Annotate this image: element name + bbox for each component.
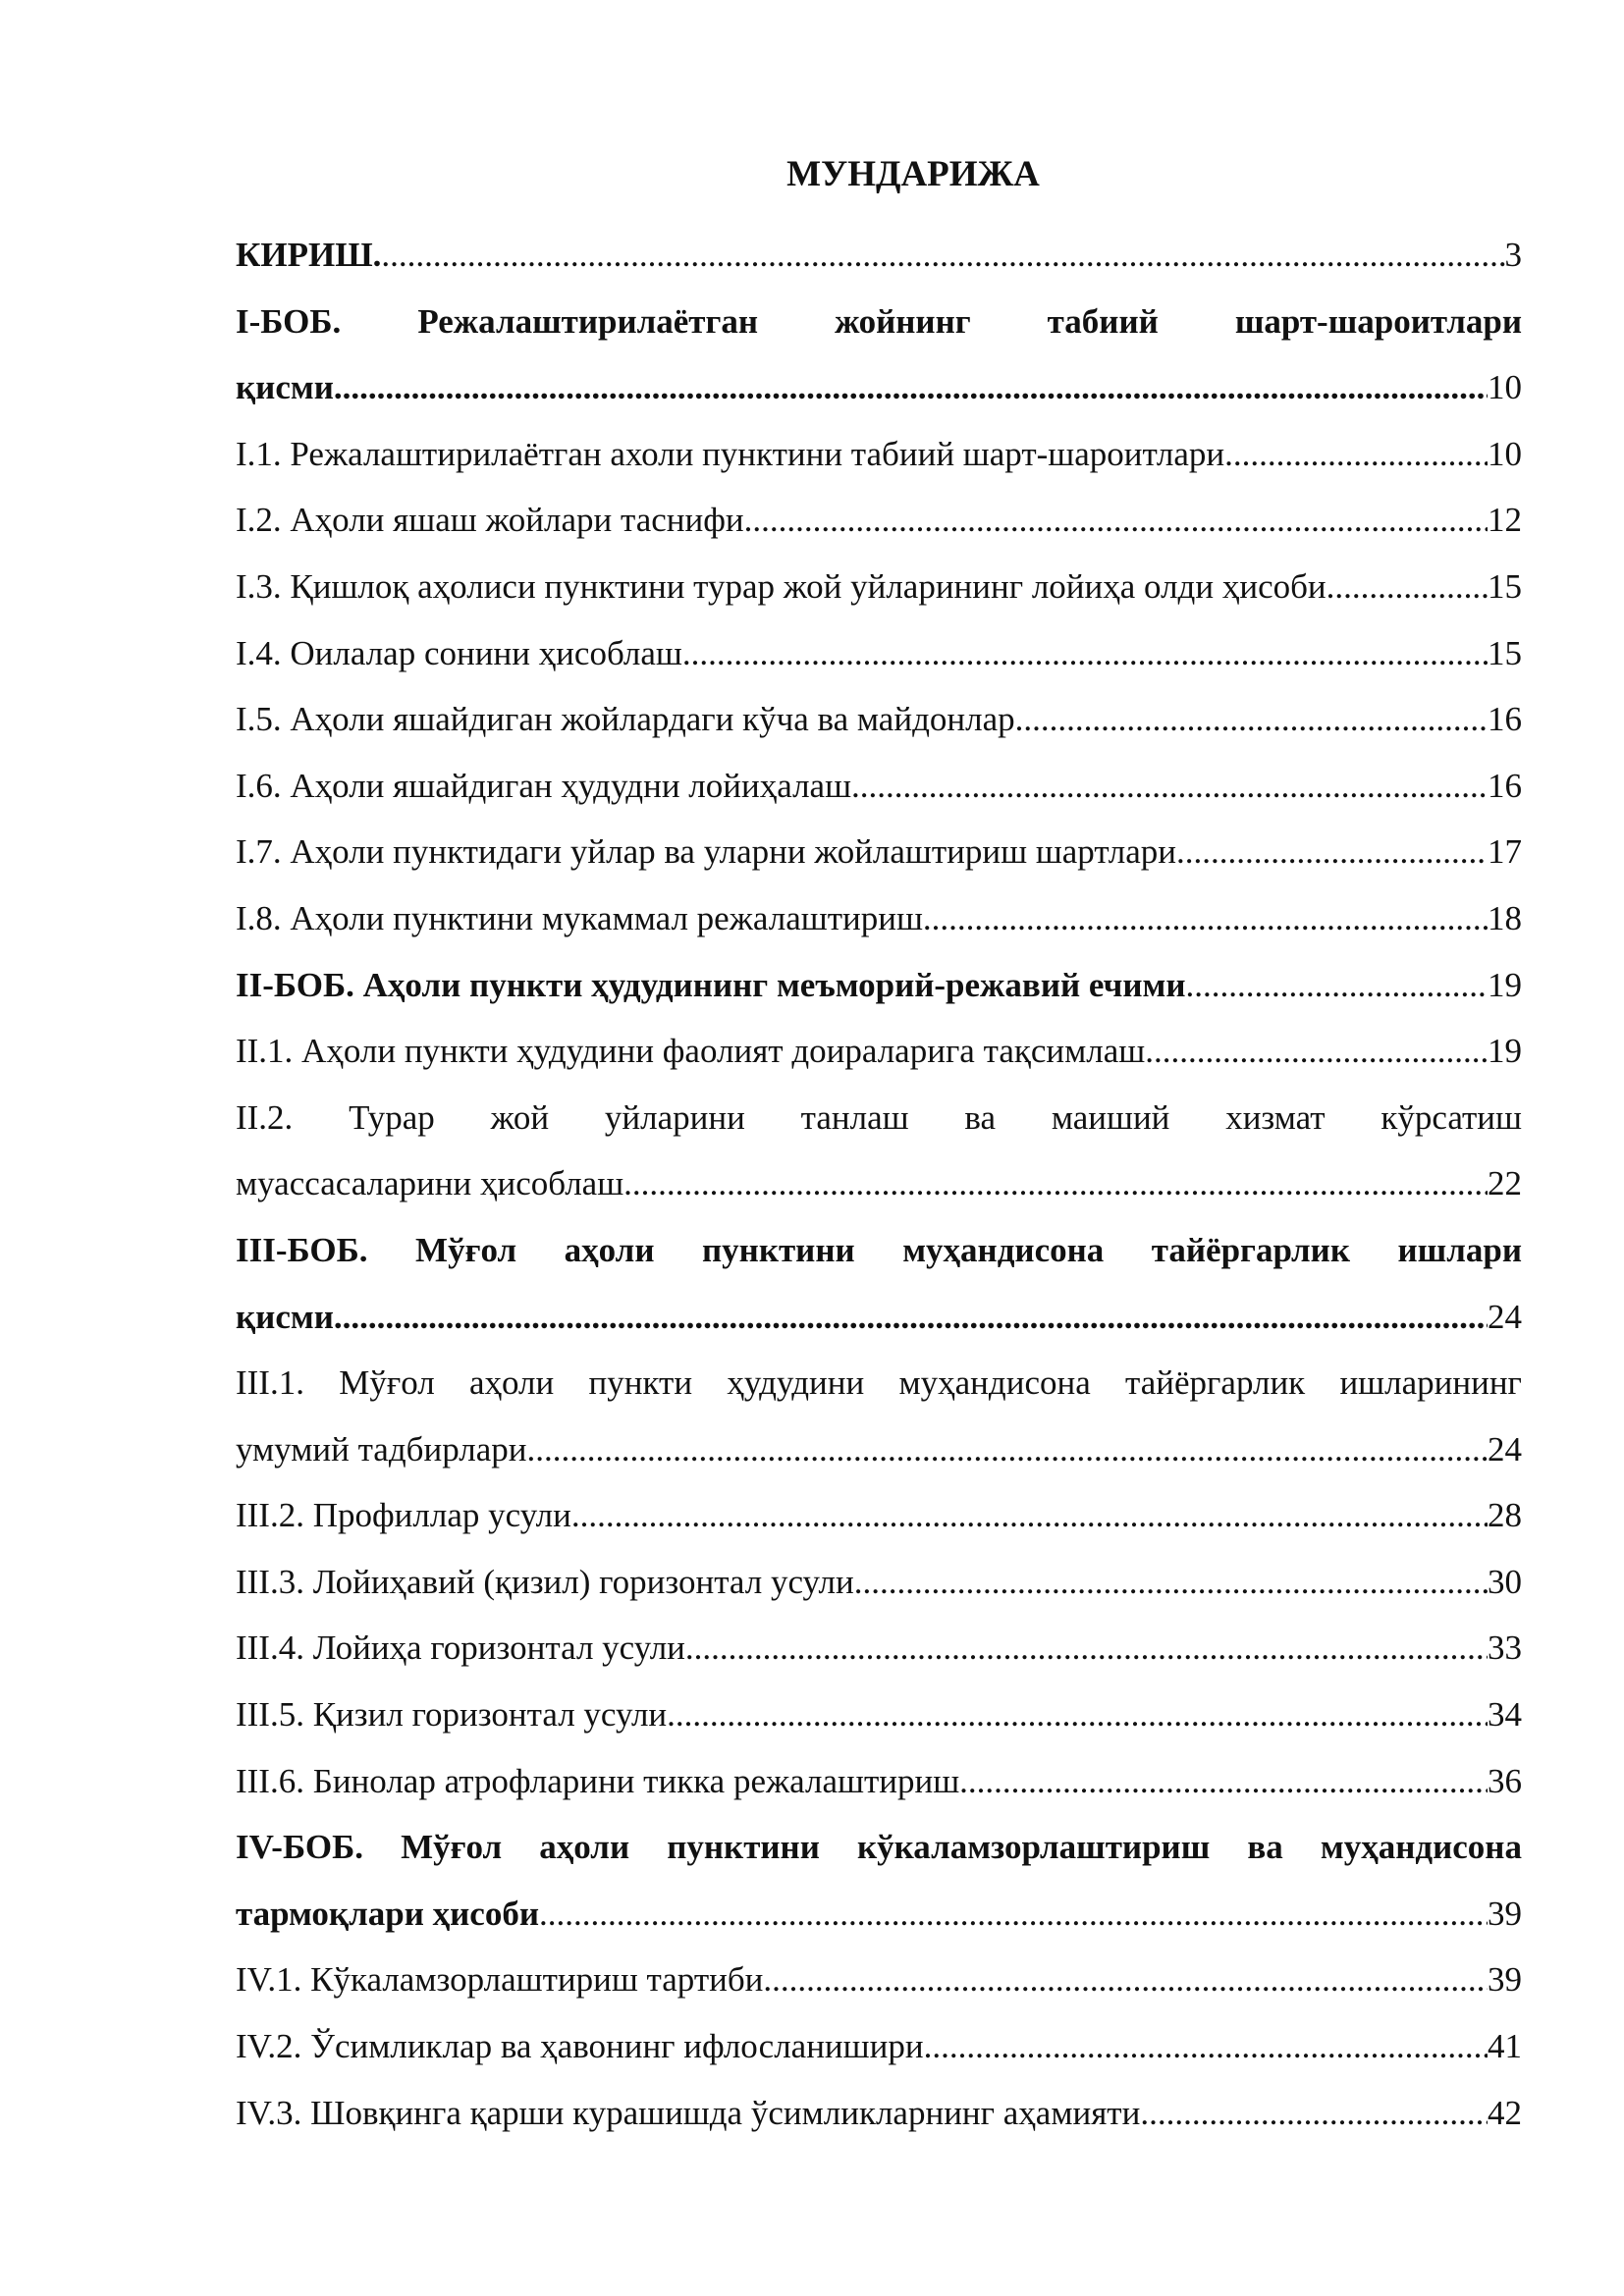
toc-entry-row	[236, 952, 1522, 1019]
toc-page-number: 41	[1488, 2027, 1522, 2066]
toc-entry-word: ва	[964, 1097, 997, 1137]
toc-entry-word: муҳандисона	[1320, 1828, 1522, 1867]
toc-page-number: 36	[1488, 1761, 1522, 1800]
toc-entry-word: ва	[1247, 1828, 1283, 1867]
toc-page-number: 30	[1488, 1562, 1522, 1601]
toc-page-number: 39	[1488, 1960, 1522, 2000]
toc-entry-word: хизмат	[1225, 1097, 1326, 1137]
toc-page-number: 17	[1488, 832, 1522, 872]
toc-entry-label: КИРИШ.	[236, 236, 382, 274]
toc-entry-label: I.3. Қишлоқ аҳолиси пунктини турар жой уйларининг лойиҳа олди ҳисоби.	[236, 566, 1335, 606]
toc-entry-word: кўрсатиш	[1380, 1097, 1522, 1137]
toc-page-number: 3	[1504, 236, 1522, 274]
toc-entry-word: IV-БОБ.	[236, 1828, 363, 1867]
toc-entry-word: шарт-шароитлари	[1234, 301, 1522, 341]
toc-entry-word: жойнинг	[835, 301, 971, 341]
toc-entry	[236, 1682, 1522, 1748]
toc-entry-row	[236, 1150, 1522, 1217]
toc-entry-label: I.1. Режалаштирилаётган ахоли пунктини табиий шарт-шароитлари	[236, 434, 1225, 473]
toc-entry-word: Мўғол	[415, 1230, 517, 1269]
dot-leader	[1334, 554, 1488, 620]
dot-leader	[744, 487, 1488, 554]
toc-entry-word: маиший	[1051, 1097, 1170, 1137]
toc-entry	[236, 1748, 1522, 1815]
toc-entry-word: пункти	[588, 1363, 693, 1403]
toc-page-number: 42	[1488, 2093, 1522, 2132]
toc-page-number: 15	[1488, 566, 1522, 606]
toc-entry-row	[236, 1947, 1522, 2013]
toc-entry-label: муассасаларини ҳисоблаш	[236, 1164, 624, 1203]
toc-entry-word: муҳандисона	[898, 1363, 1091, 1403]
toc-entry	[236, 885, 1522, 952]
toc-entry-row	[236, 1018, 1522, 1085]
toc-entry	[236, 289, 1522, 421]
toc-entry-label: II-БОБ. Аҳоли пункти ҳудудининг меъморий-режавий ечими	[236, 965, 1186, 1004]
toc-entry-row	[236, 1682, 1522, 1748]
document-page	[236, 155, 1522, 2146]
toc-entry-word: кўкаламзорлаштириш	[857, 1828, 1211, 1867]
toc-entry-word: I-БОБ.	[236, 301, 342, 341]
toc-entry-row	[236, 2013, 1522, 2080]
dot-leader	[334, 1284, 1488, 1351]
toc-entry-word: Режалаштирилаётган	[417, 301, 759, 341]
toc-entry-label: III.2. Профиллар усули	[236, 1496, 571, 1535]
toc-entry-label: I.7. Аҳоли пунктидаги уйлар ва уларни жойлаштириш шартлари	[236, 832, 1177, 872]
toc-page-number: 24	[1488, 1297, 1522, 1336]
toc-entry-word: жой	[490, 1097, 550, 1137]
dot-leader	[381, 222, 1504, 289]
toc-entry-label: I.4. Оилалар сонини ҳисоблаш	[236, 633, 682, 672]
toc-entry-first-line	[236, 289, 1522, 355]
dot-leader	[854, 1549, 1488, 1616]
toc-entry	[236, 2080, 1522, 2147]
toc-entry-row	[236, 487, 1522, 554]
toc-entry	[236, 1549, 1522, 1616]
toc-entry-word: пунктини	[701, 1230, 855, 1269]
toc-entry-word: Турар	[349, 1097, 435, 1137]
dot-leader	[1186, 952, 1489, 1019]
toc-entry	[236, 2013, 1522, 2080]
toc-entry-label: III.6. Бинолар атрофларини тикка режалаштириш	[236, 1761, 960, 1800]
toc-entry-word: аҳоли	[539, 1828, 630, 1867]
toc-entry-first-line	[236, 1814, 1522, 1881]
dot-leader	[923, 885, 1488, 952]
toc-entry	[236, 1482, 1522, 1549]
page-title: МУНДАРИЖА	[786, 154, 1040, 194]
toc-entry-row	[236, 819, 1522, 885]
toc-entry	[236, 554, 1522, 620]
toc-entry-row	[236, 1881, 1522, 1948]
dot-leader	[526, 1416, 1488, 1483]
toc-page-number: 24	[1488, 1429, 1522, 1468]
toc-page-number: 33	[1488, 1629, 1522, 1668]
toc-entry-first-line	[236, 1217, 1522, 1284]
toc-page-number: 39	[1488, 1894, 1522, 1933]
toc-entry-word: Мўғол	[339, 1363, 435, 1403]
dot-leader	[571, 1482, 1488, 1549]
dot-leader	[685, 1615, 1488, 1682]
toc-entry-word: III.1.	[236, 1363, 304, 1403]
toc-entry-row	[236, 554, 1522, 620]
toc-page-number: 12	[1488, 501, 1522, 540]
toc-entry-word: аҳоли	[468, 1363, 555, 1403]
toc-entry-label: II.1. Аҳоли пункти ҳудудини фаолият доираларига тақсимлаш	[236, 1032, 1146, 1071]
toc-entry-word: тайёргарлик	[1125, 1363, 1306, 1403]
toc-entry-row	[236, 1284, 1522, 1351]
toc-entry-label: III.3. Лойиҳавий (қизил) горизонтал усули	[236, 1562, 854, 1601]
toc-entry-label: IV.2. Ўсимликлар ва ҳавонинг ифлосланишири	[236, 2027, 924, 2066]
toc-entry-first-line	[236, 1350, 1522, 1416]
toc-entry-word: Мўғол	[401, 1828, 503, 1867]
toc-entry-label: I.6. Аҳоли яшайдиган ҳудудни лойиҳалаш	[236, 766, 852, 805]
toc-entry	[236, 222, 1522, 289]
toc-entry-row	[236, 686, 1522, 753]
toc-entry-row	[236, 1748, 1522, 1815]
dot-leader	[924, 2013, 1488, 2080]
toc-entry-row	[236, 753, 1522, 820]
toc-entry	[236, 1947, 1522, 2013]
toc-entry-label: IV.3. Шовқинга қарши курашишда ўсимликларнинг аҳамияти	[236, 2093, 1141, 2132]
dot-leader	[851, 753, 1488, 820]
toc-entry	[236, 1350, 1522, 1482]
toc-entry-row	[236, 354, 1522, 421]
toc-entry-word: аҳоли	[564, 1230, 655, 1269]
dot-leader	[623, 1150, 1488, 1217]
toc-entry-word: танлаш	[800, 1097, 909, 1137]
toc-entry-row	[236, 1549, 1522, 1616]
toc-entry-label: III.5. Қизил горизонтал усули	[236, 1695, 668, 1735]
toc-entry-label: I.2. Аҳоли яшаш жойлари таснифи	[236, 501, 744, 540]
dot-leader	[682, 620, 1488, 687]
toc-page-number: 10	[1488, 368, 1522, 407]
dot-leader	[1145, 1018, 1488, 1085]
toc-entry-label: III.4. Лойиҳа горизонтал усули	[236, 1629, 685, 1668]
toc-entry-word: табиий	[1047, 301, 1159, 341]
dot-leader	[959, 1748, 1488, 1815]
toc-entry-row	[236, 2080, 1522, 2147]
toc-entry-word: уйларини	[604, 1097, 745, 1137]
toc-page-number: 34	[1488, 1695, 1522, 1735]
table-of-contents	[236, 222, 1522, 2146]
toc-entry	[236, 1814, 1522, 1947]
toc-entry-word: муҳандисона	[902, 1230, 1105, 1269]
toc-entry	[236, 1615, 1522, 1682]
toc-entry-first-line	[236, 1085, 1522, 1151]
toc-entry-word: ишлари	[1397, 1230, 1522, 1269]
dot-leader	[539, 1881, 1488, 1948]
dot-leader	[1140, 2080, 1488, 2147]
toc-entry	[236, 487, 1522, 554]
toc-entry-label: I.8. Аҳоли пунктини мукаммал режалаштириш	[236, 898, 923, 937]
toc-entry	[236, 1217, 1522, 1350]
toc-entry-row	[236, 885, 1522, 952]
toc-entry	[236, 1085, 1522, 1217]
toc-entry-label: IV.1. Кўкаламзорлаштириш тартиби	[236, 1960, 764, 2000]
toc-entry-row	[236, 222, 1522, 289]
toc-entry-row	[236, 1615, 1522, 1682]
toc-entry-row	[236, 620, 1522, 687]
toc-entry	[236, 686, 1522, 753]
dot-leader	[1176, 819, 1488, 885]
toc-page-number: 19	[1488, 1032, 1522, 1071]
toc-entry-label: қисми.	[236, 368, 343, 407]
toc-page-number: 16	[1488, 700, 1522, 739]
toc-entry	[236, 620, 1522, 687]
toc-entry-row	[236, 421, 1522, 488]
dot-leader	[667, 1682, 1488, 1748]
toc-entry-word: III-БОБ.	[236, 1230, 368, 1269]
toc-entry-word: пунктини	[667, 1828, 820, 1867]
toc-page-number: 28	[1488, 1496, 1522, 1535]
toc-entry	[236, 1018, 1522, 1085]
toc-entry-label: I.5. Аҳоли яшайдиган жойлардаги кўча ва майдонлар	[236, 700, 1015, 739]
toc-entry	[236, 819, 1522, 885]
toc-page-number: 19	[1488, 965, 1522, 1004]
toc-entry-word: II.2.	[236, 1097, 294, 1137]
toc-entry	[236, 753, 1522, 820]
toc-page-number: 18	[1488, 898, 1522, 937]
toc-entry-word: тайёргарлик	[1151, 1230, 1351, 1269]
toc-entry-word: ишларининг	[1339, 1363, 1522, 1403]
dot-leader	[343, 354, 1488, 421]
toc-entry-row	[236, 1482, 1522, 1549]
toc-page-number: 16	[1488, 766, 1522, 805]
toc-entry-label: тармоқлари ҳисоби	[236, 1894, 539, 1933]
toc-entry-label: қисми	[236, 1297, 334, 1336]
toc-entry	[236, 952, 1522, 1019]
toc-entry-row	[236, 1416, 1522, 1483]
toc-page-number: 22	[1488, 1164, 1522, 1203]
dot-leader	[1224, 421, 1488, 488]
toc-page-number: 15	[1488, 633, 1522, 672]
dot-leader	[1015, 686, 1488, 753]
toc-entry-label: умумий тадбирлари	[236, 1429, 527, 1468]
toc-entry-word: ҳудудини	[727, 1363, 865, 1403]
dot-leader	[763, 1947, 1488, 2013]
toc-page-number: 10	[1488, 434, 1522, 473]
toc-entry	[236, 421, 1522, 488]
